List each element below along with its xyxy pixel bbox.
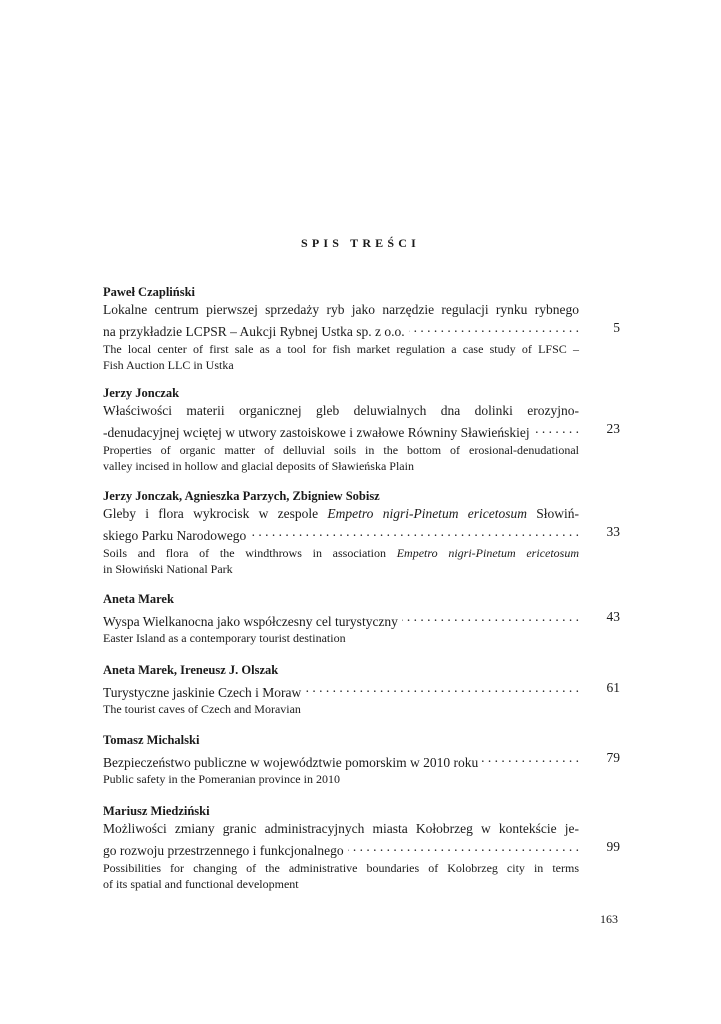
entry-title-leader-line bbox=[103, 608, 620, 630]
entry-page-number: 43 bbox=[606, 609, 620, 624]
entry-english-title-line: in Słowiński National Park bbox=[103, 562, 233, 576]
entry-english-title-line: Easter Island as a contemporary tourist destination bbox=[103, 631, 346, 645]
toc-entry bbox=[103, 284, 620, 374]
entry-author: Jerzy Jonczak, Agnieszka Parzych, Zbigniew Sobisz bbox=[103, 489, 380, 503]
page-title: SPIS TREŚCI bbox=[300, 236, 420, 250]
entry-page-number: 99 bbox=[606, 838, 620, 854]
entry-title-line: Lokalne centrum pierwszej sprzedaży ryb jako narzędzie regulacji rynku rybnego bbox=[103, 302, 579, 317]
entry-title-leader-line bbox=[103, 523, 620, 545]
entry-english-title-line: valley incised in hollow and glacial deposits of Sławieńska Plain bbox=[103, 459, 414, 473]
entry-english-title-line: of its spatial and functional development bbox=[103, 877, 299, 891]
entry-title-italic-segment: Empetro nigri-Pinetum ericetosum bbox=[327, 506, 527, 521]
entry-english-title-line: Properties of organic matter of delluvial soils in the bottom of erosional-denudational bbox=[103, 442, 579, 457]
toc-entry bbox=[103, 591, 620, 647]
dot-leader bbox=[534, 420, 579, 438]
entry-title-line: Bezpieczeństwo publiczne w województwie pomorskim w 2010 roku bbox=[103, 754, 479, 770]
toc-entry bbox=[103, 803, 620, 893]
dot-leader bbox=[402, 608, 579, 626]
entry-author: Tomasz Michalski bbox=[103, 733, 200, 747]
dot-leader bbox=[409, 319, 579, 337]
entry-english-title-line: Fish Auction LLC in Ustka bbox=[103, 358, 234, 372]
dot-leader bbox=[250, 523, 579, 541]
entry-title-leader-line bbox=[103, 838, 620, 860]
entry-title-segment: Słowiń- bbox=[536, 506, 580, 521]
entry-english-title-line: The local center of first sale as a tool for fish market regulation a case study of LFSC – bbox=[103, 341, 579, 356]
entry-title-line: Możliwości zmiany granic administracyjnych miasta Kołobrzeg w kontekście je- bbox=[103, 821, 579, 836]
entry-title-segment: Gleby i flora wykrocisk w zespole bbox=[103, 506, 319, 521]
entry-english-segment: Soils and flora of the windthrows in association bbox=[103, 545, 386, 560]
entry-author: Jerzy Jonczak bbox=[103, 386, 180, 400]
page-number: 163 bbox=[600, 912, 618, 926]
entry-title-line: go rozwoju przestrzennego i funkcjonalnego bbox=[103, 843, 344, 858]
entry-page-number: 5 bbox=[613, 319, 620, 335]
entry-page-number: 23 bbox=[606, 420, 620, 436]
entry-english-title-line bbox=[103, 545, 579, 562]
entry-author: Paweł Czapliński bbox=[103, 285, 196, 299]
dot-leader bbox=[482, 749, 579, 767]
entry-english-title-line: Public safety in the Pomeranian province in 2010 bbox=[103, 772, 340, 786]
entry-page-number: 61 bbox=[606, 680, 620, 695]
entry-author: Aneta Marek bbox=[103, 592, 174, 606]
entry-title-line: na przykładzie LCPSR – Aukcji Rybnej Ustka sp. z o.o. bbox=[103, 324, 405, 339]
entry-title-leader-line bbox=[103, 420, 620, 442]
dot-leader bbox=[348, 838, 579, 856]
entry-english-title-line: The tourist caves of Czech and Moravian bbox=[103, 702, 301, 716]
entry-english-italic-segment: Empetro nigri-Pinetum ericetosum bbox=[396, 545, 580, 560]
entry-author: Mariusz Miedziński bbox=[103, 804, 210, 818]
entry-author: Aneta Marek, Ireneusz J. Olszak bbox=[103, 663, 279, 677]
entry-title-leader-line bbox=[103, 679, 620, 701]
toc-entry bbox=[103, 732, 620, 788]
entry-page-number: 33 bbox=[606, 523, 620, 539]
entry-title-line: Turystyczne jaskinie Czech i Moraw bbox=[103, 684, 302, 700]
entry-title-line: skiego Parku Narodowego bbox=[103, 528, 247, 543]
entry-title-line: Wyspa Wielkanocna jako współczesny cel turystyczny bbox=[103, 613, 398, 629]
dot-leader bbox=[305, 679, 579, 697]
entry-title-line: Właściwości materii organicznej gleb deluwialnych dna dolinki erozyjno- bbox=[103, 403, 579, 418]
entry-title-leader-line bbox=[103, 749, 620, 771]
toc-entry bbox=[103, 385, 620, 475]
toc-entry bbox=[103, 662, 620, 718]
toc-entry bbox=[103, 488, 620, 578]
entry-title-leader-line bbox=[103, 319, 620, 341]
entry-page-number: 79 bbox=[606, 750, 620, 765]
entry-title-line bbox=[103, 505, 579, 523]
entry-title-line: -denudacyjnej wciętej w utwory zastoiskowe i zwałowe Równiny Sławieńskiej bbox=[103, 425, 530, 440]
entry-english-title-line: Possibilities for changing of the administrative boundaries of Kolobrzeg city in terms bbox=[103, 860, 579, 875]
